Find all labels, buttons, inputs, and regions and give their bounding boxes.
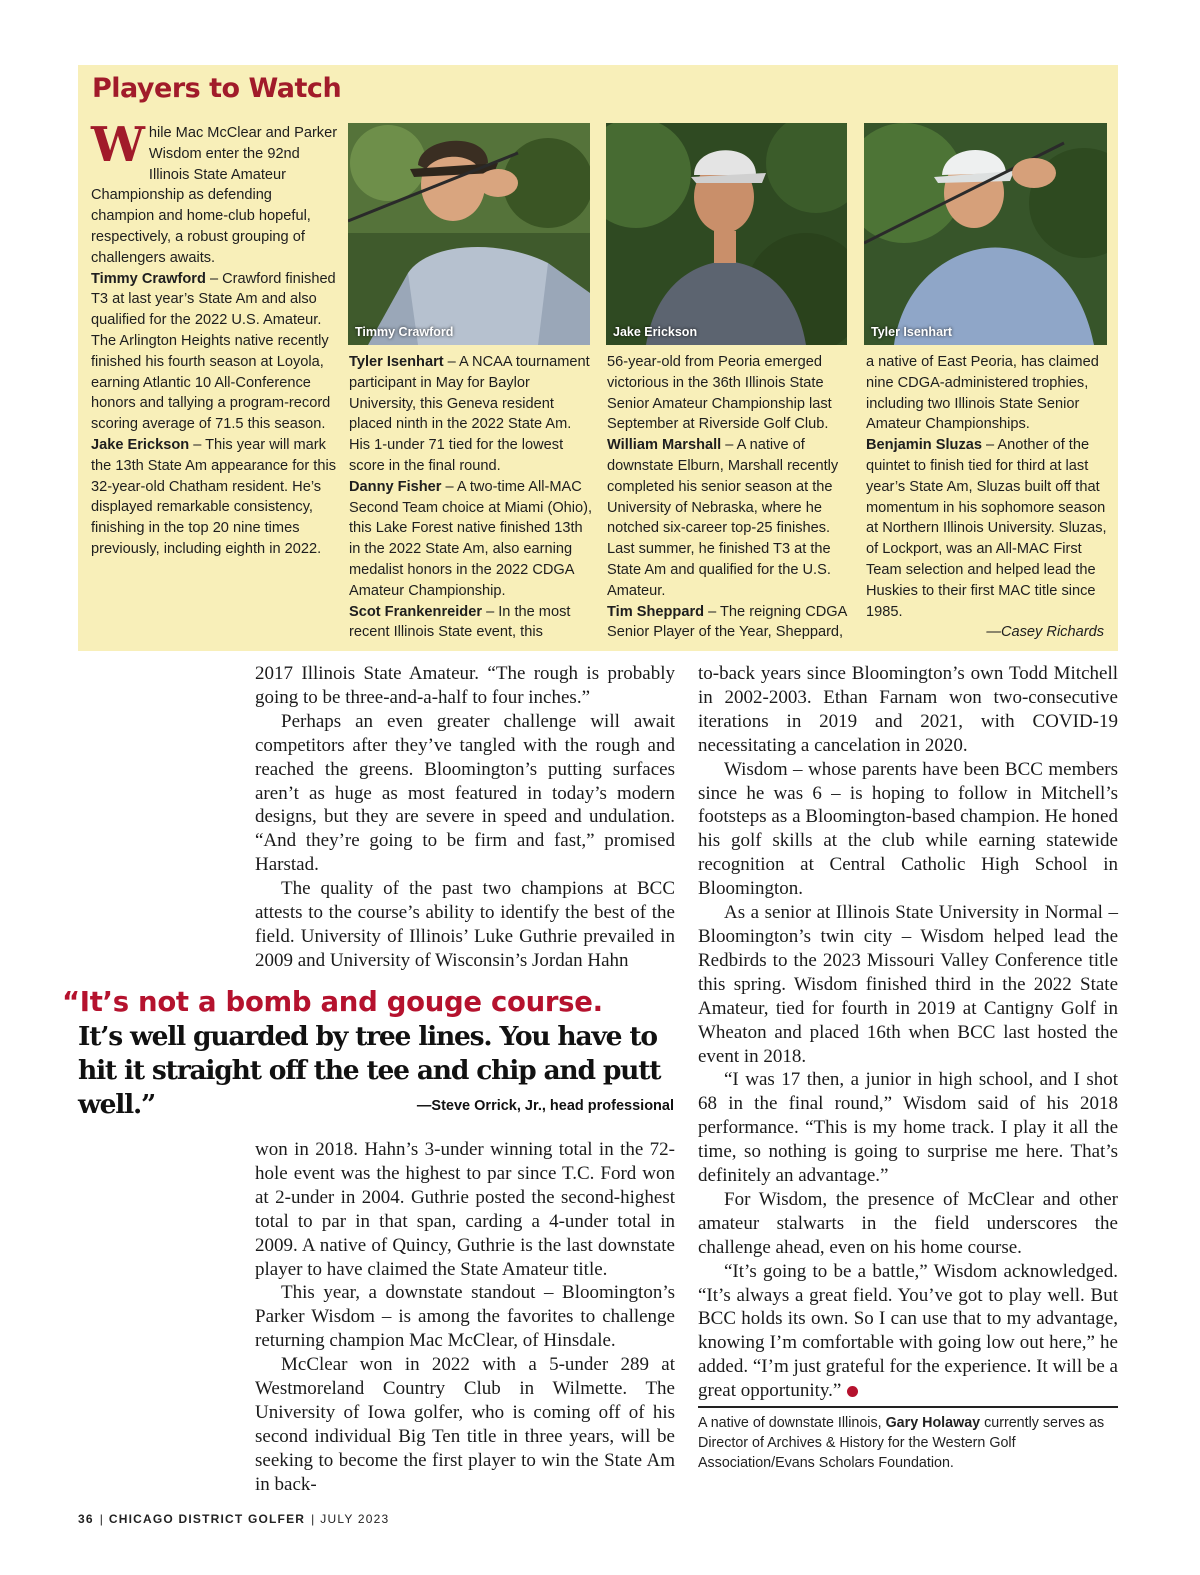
article-column-right xyxy=(698,662,1118,1403)
sidebar-intro: While Mac McClear and Parker Wisdom enter the 92nd Illinois State Amateur Championship as defending champion and home-club hopeful, respectively, a robust grouping of challengers awaits. xyxy=(91,117,338,266)
pull-quote-line-2: It’s well guarded by tree lines. You have to hit it straight off the tee and chip and putt well.” xyxy=(78,1021,661,1120)
article-paragraph: This year, a downstate standout – Bloomington’s Parker Wisdom – is among the favorites to challenge returning champion Mac McClear, of Hinsdale. xyxy=(255,1282,675,1352)
pull-quote-attribution: —Steve Orrick, Jr., head professional xyxy=(416,1098,674,1114)
footer-separator: | xyxy=(311,1512,315,1526)
photo-caption: Timmy Crawford xyxy=(355,325,454,339)
golfer-photo-2 xyxy=(606,123,847,345)
player-entry: Tyler Isenhart – A NCAA tournament participant in May for Baylor University, this Geneva resident placed ninth in the 2022 State Am. His 1-under 71 tied for the lowest score in the final round. xyxy=(349,354,590,474)
article-paragraph: For Wisdom, the presence of McClear and other amateur stalwarts in the field underscores the challenge ahead, even on his home course. xyxy=(698,1188,1118,1258)
article-paragraph: Wisdom – whose parents have been BCC members since he was 6 – is hoping to follow in Mitchell’s footsteps as a Bloomington-based champion. He honed his golf skills at the club while earning statewide recognition at Central Catholic High School in Bloomington. xyxy=(698,758,1118,900)
golfer-photo-1 xyxy=(348,123,590,345)
player-entry: Benjamin Sluzas – Another of the quintet to finish tied for third at last year’s State Am, Sluzas built off that momentum in his sophomore season at Northern Illinois University. Sluzas, of Lockport, was an All-MAC First Team selection and helped lead the Huskies to their first MAC title since 1985. xyxy=(866,437,1107,620)
article-paragraph: “I was 17 then, a junior in high school, and I shot 68 in the final round,” Wisdom said of his 2018 performance. “This is my home track. I play it all the time, so nothing is going to surprise me here. That’s definitely an advantage.” xyxy=(698,1069,1118,1187)
article-column-left-bottom xyxy=(255,1138,675,1497)
article-paragraph: to-back years since Bloomington’s own Todd Mitchell in 2002-2003. Ethan Farnam won two-consecutive iterations in 2019 and 2021, with COVID-19 necessitating a cancelation in 2020. xyxy=(698,663,1118,756)
photo-timmy-crawford xyxy=(348,123,590,345)
player-entry: Tim Sheppard – The reigning CDGA Senior Player of the Year, Sheppard, xyxy=(607,603,847,641)
player-name: Danny Fisher xyxy=(349,478,442,495)
article-paragraph: Perhaps an even greater challenge will await competitors after they’ve tangled with the rough and reached the greens. Bloomington’s putting surfaces aren’t as huge as most featured in today’s modern designs, but they are severe in speed and undulation. “And they’re going to be firm and fast,” promised Harstad. xyxy=(255,710,675,876)
player-name: Tim Sheppard xyxy=(607,603,705,620)
article-paragraph: “It’s going to be a battle,” Wisdom acknowledged. “It’s always a great field. You’ve got to play well. But BCC holds its own. So I can use that to my advantage, knowing I’m comfortable with going low out here,” he added. “I’m just grateful for the experience. It will be a great opportunity.” xyxy=(698,1260,1118,1402)
publication-name: CHICAGO DISTRICT GOLFER xyxy=(108,1512,306,1526)
sidebar-column-3 xyxy=(607,352,851,643)
page-footer xyxy=(78,1512,389,1526)
article-paragraph: 2017 Illinois State Amateur. “The rough is probably going to be three-and-a-half to four inches.” xyxy=(255,663,675,708)
player-name: Tyler Isenhart xyxy=(349,354,444,370)
player-entry: 56-year-old from Peoria emerged victorious in the 36th Illinois State Senior Amateur Championship last September at Riverside Golf Club. xyxy=(607,354,832,433)
footer-separator: | xyxy=(99,1512,103,1526)
sidebar-column-4 xyxy=(866,352,1110,643)
sidebar-credit: —Casey Richards xyxy=(986,624,1104,641)
article-paragraph: As a senior at Illinois State University in Normal – Bloomington’s twin city – Wisdom helped lead the Redbirds to the 2023 Missouri Valley Conference title this spring. Wisdom finished third in the 2022 State Amateur, tied for fourth in 2019 at Cantigny Golf in Wheaton and placed 16th when BCC last hosted the event in 2018. xyxy=(698,902,1118,1067)
bio-divider xyxy=(698,1406,1118,1408)
player-entry: William Marshall – A native of downstate Elburn, Marshall recently completed his senior season at the University of Nebraska, where he notched six-career top-25 finishes. Last summer, he finished T3 at the State Am and qualified for the U.S. Amateur. xyxy=(607,437,839,599)
player-entry: Timmy Crawford – Crawford finished T3 at last year’s State Am and also qualified for the 2022 U.S. Amateur. The Arlington Heights native recently finished his fourth season at Loyola, earning Atlantic 10 All-Conference honors and tallying a program-record scoring average of 71.5 this season. xyxy=(91,270,336,433)
sidebar-column-1 xyxy=(91,117,339,560)
author-bio: A native of downstate Illinois, Gary Holaway currently serves as Director of Archives & History for the Western Golf Association/Evans Scholars Foundation. xyxy=(698,1415,1105,1471)
photo-caption: Tyler Isenhart xyxy=(871,325,953,339)
sidebar-column-2 xyxy=(349,352,593,643)
player-entry: Jake Erickson – This year will mark the 13th State Am appearance for this 32-year-old Chatham resident. He’s displayed remarkable consistency, finishing in the top 20 nine times previously, including eighth in 2022. xyxy=(91,436,337,557)
author-name: Gary Holaway xyxy=(885,1415,981,1431)
player-entry: a native of East Peoria, has claimed nine CDGA-administered trophies, including two Illinois State Senior Amateur Championships. xyxy=(866,354,1099,433)
player-name: Benjamin Sluzas xyxy=(866,437,982,454)
photo-jake-erickson xyxy=(606,123,847,345)
end-mark-icon xyxy=(847,1386,858,1397)
player-name: Jake Erickson xyxy=(91,436,190,453)
photo-tyler-isenhart xyxy=(864,123,1107,345)
player-name: Scot Frankenreider xyxy=(349,603,483,620)
player-entry: Scot Frankenreider – In the most recent Illinois State event, this xyxy=(349,603,571,641)
photo-caption: Jake Erickson xyxy=(613,325,698,339)
player-name: William Marshall xyxy=(607,437,722,454)
players-to-watch-sidebar xyxy=(78,65,1118,651)
drop-cap: W xyxy=(91,117,145,173)
page-number: 36 xyxy=(78,1512,94,1526)
article-paragraph: won in 2018. Hahn’s 3-under winning total in the 72-hole event was the highest to par since T.C. Ford won at 2-under in 2004. Guthrie posted the second-highest total to par in that span, carding a 4-under total in 2009. A native of Quincy, Guthrie is the last downstate player to have claimed the State Amateur title. xyxy=(255,1139,675,1280)
player-entry: Danny Fisher – A two-time All-MAC Second Team choice at Miami (Ohio), this Lake Forest native finished 13th in the 2022 State Am, also earning medalist honors in the 2022 CDGA Amateur Championship. xyxy=(349,478,593,599)
pull-quote-line-1: “It’s not a bomb and gouge course. xyxy=(62,986,603,1018)
sidebar-title: Players to Watch xyxy=(92,73,342,104)
article-column-left-top xyxy=(255,662,675,973)
article-paragraph: McClear won in 2022 with a 5-under 289 at Westmoreland Country Club in Wilmette. The University of Iowa golfer, who is coming off of his second individual Big Ten title in three years, will be seeking to become the first player to win the State Am in back- xyxy=(255,1354,675,1495)
golfer-photo-3 xyxy=(864,123,1107,345)
issue-date: JULY 2023 xyxy=(320,1512,390,1526)
article-paragraph: The quality of the past two champions at BCC attests to the course’s ability to identify the best of the field. University of Illinois’ Luke Guthrie prevailed in 2009 and University of Wisconsin’s Jordan Hahn xyxy=(255,878,675,971)
player-name: Timmy Crawford xyxy=(91,270,206,287)
